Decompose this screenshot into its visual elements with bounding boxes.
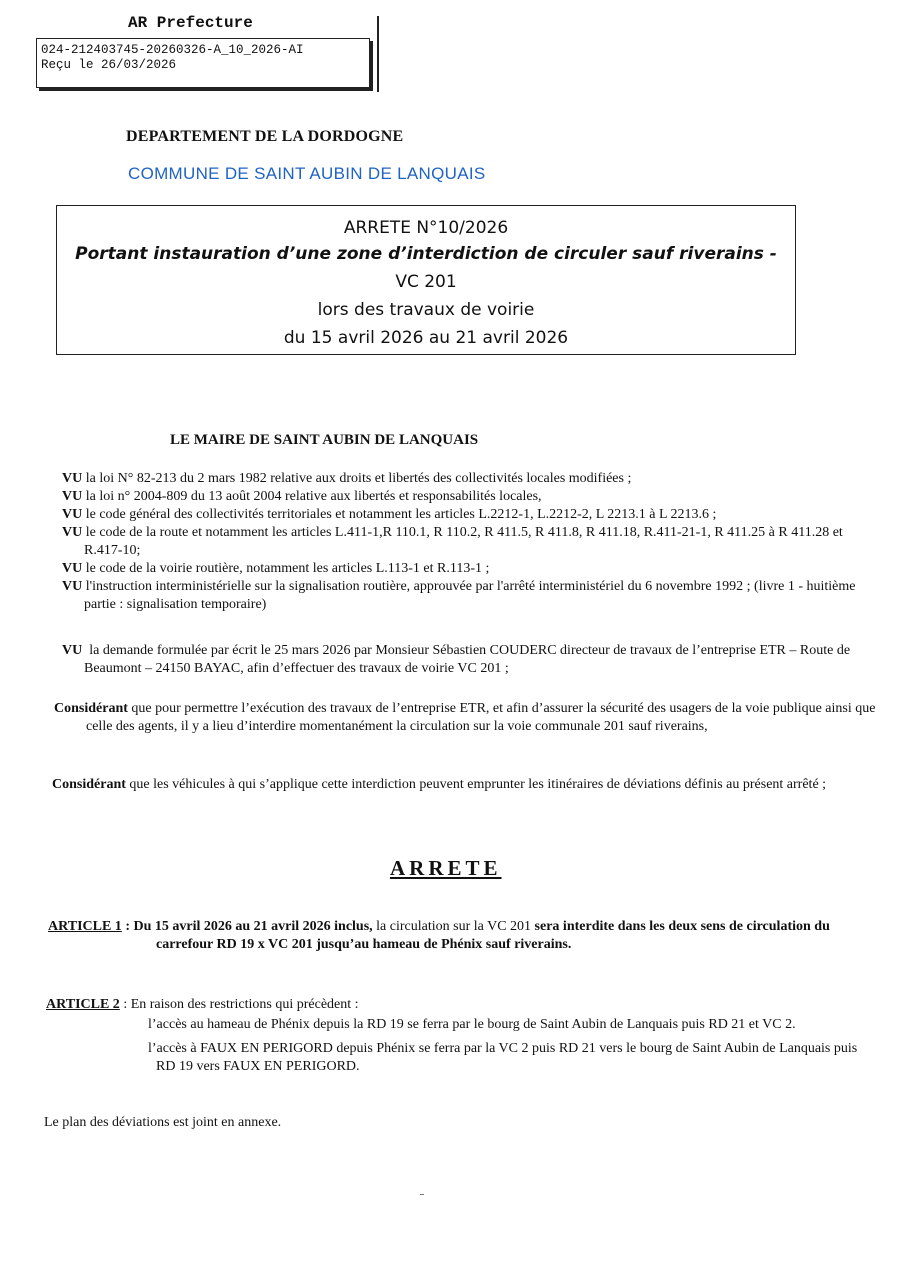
stamp-title: AR Prefecture	[128, 14, 253, 32]
decree-road: VC 201	[395, 272, 457, 292]
considerant-2: Considérant que les véhicules à qui s’applique cette interdiction peuvent emprunter les itinéraires de déviations définis au présent arrêté ;	[52, 777, 827, 792]
stamp-received-date: Reçu le 26/03/2026	[41, 58, 177, 72]
arrete-heading: ARRETE	[390, 856, 502, 880]
commune-heading: COMMUNE DE SAINT AUBIN DE LANQUAIS	[128, 164, 486, 183]
stamp-border	[377, 16, 379, 92]
scan-mark	[420, 1194, 424, 1195]
stamp-id: 024-212403745-20260326-A_10_2026-AI	[41, 43, 304, 57]
vu-item: VU la loi n° 2004-809 du 13 août 2004 relative aux libertés et responsabilités locales,	[62, 489, 542, 504]
title-box	[56, 205, 796, 355]
vu-item: VU le code de la voirie routière, notamment les articles L.113-1 et R.113-1 ;	[62, 561, 490, 576]
decree-number: ARRETE N°10/2026	[343, 218, 509, 238]
vu-item: VU l'instruction interministérielle sur la signalisation routière, approuvée par l'arrêté interministériel du 6 novembre 1992 ; (livre 1 - huitième partie : signalisation temporaire)	[62, 579, 856, 612]
article-2-intro: En raison des restrictions qui précèdent :	[130, 997, 359, 1012]
decree-subject: Portant instauration d’une zone d’interdiction de circuler sauf riverains -	[75, 244, 777, 264]
prefecture-stamp	[36, 38, 370, 88]
vu-item: VU le code de la route et notamment les articles L.411-1,R 110.1, R 110.2, R 411.5, R 411.8, R 411.18, R.411-21-1, R 411.25 à R 411.28 et R.417-10;	[62, 525, 843, 558]
vu-item: VU la loi N° 82-213 du 2 mars 1982 relative aux droits et libertés des collectivités locales modifiées ;	[62, 471, 632, 486]
decree-dates: du 15 avril 2026 au 21 avril 2026	[283, 328, 569, 348]
article-1-label: ARTICLE 1	[48, 919, 122, 934]
article-2: ARTICLE 2 : En raison des restrictions qui précèdent : l’accès au hameau de Phénix depuis la RD 19 se ferra par le bourg de Saint Aubin de Lanquais puis RD 21 et VC 2. l’accès à FAUX EN PERIGORD depuis Phénix se ferra par la VC 2 puis RD 21 vers le bourg de Saint Aubin de Lanquais puis RD 19 vers FAUX EN PERIGORD.	[46, 996, 878, 1076]
mayor-heading: LE MAIRE DE SAINT AUBIN DE LANQUAIS	[170, 432, 479, 448]
article-2-item: l’accès au hameau de Phénix depuis la RD 19 se ferra par le bourg de Saint Aubin de Lanquais puis RD 21 et VC 2.	[148, 1017, 796, 1032]
decree-context: lors des travaux de voirie	[317, 300, 535, 320]
vu-item: VU le code général des collectivités territoriales et notamment les articles L.2212-1, L.2212-2, L 2213.1 à L 2213.6 ;	[62, 507, 717, 522]
article-2-item: l’accès à FAUX EN PERIGORD depuis Phénix se ferra par la VC 2 puis RD 21 vers le bourg de Saint Aubin de Lanquais puis RD 19 vers FAUX EN PERIGORD.	[148, 1041, 858, 1074]
article-1: ARTICLE 1 : Du 15 avril 2026 au 21 avril 2026 inclus, la circulation sur la VC 201 sera interdite dans les deux sens de circulation du carrefour RD 19 x VC 201 jusqu’au hameau de Phénix sauf riverains.	[48, 919, 830, 952]
article-2-label: ARTICLE 2	[46, 997, 120, 1012]
department-heading: DEPARTEMENT DE LA DORDOGNE	[126, 128, 404, 145]
vu-demande: VU la demande formulée par écrit le 25 mars 2026 par Monsieur Sébastien COUDERC directeur de travaux de l’entreprise ETR – Route de Beaumont – 24150 BAYAC, afin d’effectuer des travaux de voirie VC 201 ;	[62, 643, 851, 676]
considerant-1: Considérant que pour permettre l’exécution des travaux de l’entreprise ETR, et afin d’assurer la sécurité des usagers de la voie publique ainsi que celle des agents, il y a lieu d’interdire momentanément la circulation sur la voie communale 201 sauf riverains,	[54, 701, 876, 734]
vu-list	[62, 470, 877, 614]
annexe-note: Le plan des déviations est joint en annexe.	[44, 1115, 282, 1130]
